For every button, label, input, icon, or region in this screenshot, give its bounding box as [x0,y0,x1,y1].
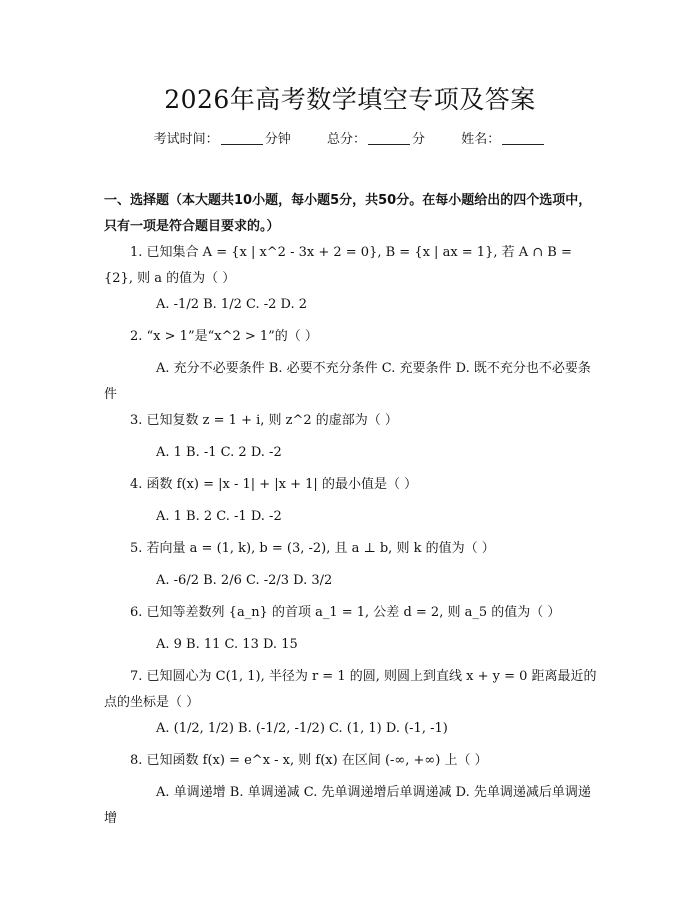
question-options: A. 1 B. 2 C. -1 D. -2 [156,509,282,524]
question-8 [104,748,598,774]
question-3 [104,408,598,434]
question-options: A. (1/2, 1/2) B. (-1/2, -1/2) C. (1, 1) D. (-1, -1) [156,721,448,736]
question-6 [104,600,598,626]
name-blank [502,131,544,145]
score-unit: 分 [412,132,426,147]
time-blank [221,131,263,145]
question-stem: 5. 若向量 a = (1, k), b = (3, -2), 且 a ⊥ b, 则 k 的值为（ ） [130,541,495,556]
question-options: A. 1 B. -1 C. 2 D. -2 [156,445,282,460]
question-options: A. -6/2 B. 2/6 C. -2/3 D. 3/2 [156,573,333,588]
time-label: 考试时间： [153,132,219,147]
score-blank [368,131,410,145]
question-7 [104,664,598,716]
question-stem: 4. 函数 f(x) = |x - 1| + |x + 1| 的最小值是（ ） [130,477,418,492]
question-stem: 6. 已知等差数列 {a_n} 的首项 a_1 = 1, 公差 d = 2, 则 a_5 的值为（ ） [130,605,561,620]
question-6-options [104,632,598,658]
question-2-options [104,356,598,408]
exam-meta [0,130,700,150]
question-options: A. 9 B. 11 C. 13 D. 15 [156,637,298,652]
question-options: A. 单调递增 B. 单调递减 C. 先单调递增后单调递减 D. 先单调递减后单调递增 [104,785,591,826]
question-8-options [104,780,598,832]
question-2 [104,324,598,350]
score-label: 总分： [326,132,366,147]
question-5 [104,536,598,562]
name-label: 姓名： [461,132,501,147]
time-unit: 分钟 [264,132,291,147]
question-4-options [104,504,598,530]
question-5-options [104,568,598,594]
question-stem: 3. 已知复数 z = 1 + i, 则 z^2 的虚部为（ ） [130,413,398,428]
question-stem: 7. 已知圆心为 C(1, 1), 半径为 r = 1 的圆, 则圆上到直线 x + y = 0 距离最近的点的坐标是（ ） [104,669,597,710]
question-1 [104,240,598,292]
question-stem: 2. “x > 1”是“x^2 > 1”的（ ） [130,329,318,344]
question-stem: 1. 已知集合 A = {x | x^2 - 3x + 2 = 0}, B = {x | ax = 1}, 若 A ∩ B = {2}, 则 a 的值为（ ） [104,245,572,286]
section-heading: 一、选择题（本大题共10小题，每小题5分，共50分。在每小题给出的四个选项中，只有一项是符合题目要求的。） [104,193,592,234]
question-options: A. -1/2 B. 1/2 C. -2 D. 2 [156,297,308,312]
question-options: A. 充分不必要条件 B. 必要不充分条件 C. 充要条件 D. 既不充分也不必要条件 [104,361,591,402]
question-stem: 8. 已知函数 f(x) = e^x - x, 则 f(x) 在区间 (-∞, +∞) 上（ ） [130,753,488,768]
question-7-options [104,716,598,742]
question-1-options [104,292,598,318]
page-title: 2026年高考数学填空专项及答案 [164,85,536,114]
question-3-options [104,440,598,466]
question-4 [104,472,598,498]
